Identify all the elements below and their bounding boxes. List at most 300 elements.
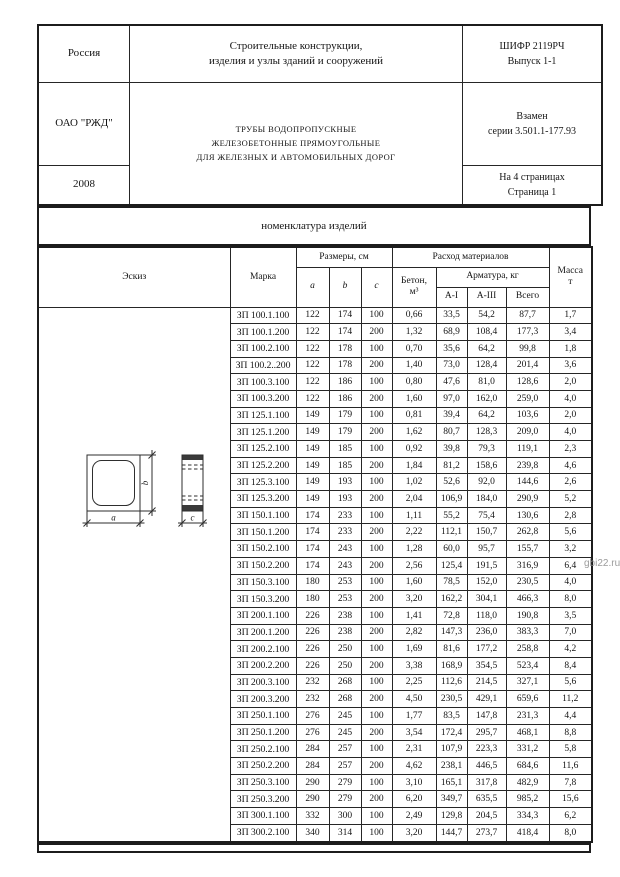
organization-label: ОАО "РЖД" (55, 117, 113, 130)
value-cell: 165,1 (436, 774, 467, 791)
col-header-mass (549, 247, 592, 307)
value-cell: 250 (329, 657, 361, 674)
value-cell: 186 (329, 374, 361, 391)
title-line-2: ЖЕЛЕЗОБЕТОННЫЕ ПРЯМОУГОЛЬНЫЕ (211, 138, 381, 149)
value-cell: 107,9 (436, 741, 467, 758)
value-cell: 100 (361, 474, 392, 491)
dim-label-c: c (190, 512, 195, 522)
value-cell: 174 (329, 307, 361, 324)
value-cell: 201,4 (506, 357, 549, 374)
value-cell: 226 (296, 607, 329, 624)
value-cell: 79,3 (467, 441, 506, 458)
value-cell: 4,50 (392, 691, 436, 708)
value-cell: 122 (296, 340, 329, 357)
value-cell: 200 (361, 524, 392, 541)
mark-cell: ЗП 200.1.200 (230, 624, 296, 641)
value-cell: 100 (361, 574, 392, 591)
mark-cell: ЗП 100.1.100 (230, 307, 296, 324)
front-view-opening (93, 460, 135, 505)
value-cell: 2,82 (392, 624, 436, 641)
side-view-bottom-dashed-lines (182, 496, 203, 500)
value-cell: 1,60 (392, 574, 436, 591)
value-cell: 3,54 (392, 724, 436, 741)
value-cell: 130,6 (506, 507, 549, 524)
value-cell: 468,1 (506, 724, 549, 741)
mark-cell: ЗП 150.1.200 (230, 524, 296, 541)
value-cell: 186 (329, 390, 361, 407)
value-cell: 0,80 (392, 374, 436, 391)
value-cell: 100 (361, 507, 392, 524)
value-cell: 334,3 (506, 808, 549, 825)
value-cell: 1,77 (392, 708, 436, 725)
value-cell: 635,5 (467, 791, 506, 808)
mark-cell: ЗП 250.1.100 (230, 708, 296, 725)
value-cell: 68,9 (436, 324, 467, 341)
value-cell: 100 (361, 641, 392, 658)
pages-line-2: Страница 1 (507, 186, 557, 198)
value-cell: 226 (296, 641, 329, 658)
subject-cell (130, 25, 463, 82)
value-cell: 191,5 (467, 557, 506, 574)
mark-cell: ЗП 100.3.100 (230, 374, 296, 391)
mark-cell: ЗП 150.1.100 (230, 507, 296, 524)
value-cell: 122 (296, 374, 329, 391)
value-cell: 108,4 (467, 324, 506, 341)
cipher-line-2: Выпуск 1-1 (507, 55, 557, 67)
value-cell: 147,8 (467, 708, 506, 725)
mark-cell: ЗП 150.3.100 (230, 574, 296, 591)
value-cell: 87,7 (506, 307, 549, 324)
mark-cell: ЗП 100.1.200 (230, 324, 296, 341)
value-cell: 245 (329, 724, 361, 741)
value-cell: 75,4 (467, 507, 506, 524)
value-cell: 7,0 (549, 624, 592, 641)
side-view-bottom-band (183, 505, 203, 511)
value-cell: 200 (361, 424, 392, 441)
value-cell: 64,2 (467, 340, 506, 357)
value-cell: 200 (361, 591, 392, 608)
value-cell: 418,4 (506, 824, 549, 841)
value-cell: 1,40 (392, 357, 436, 374)
mark-cell: ЗП 200.3.200 (230, 691, 296, 708)
value-cell: 1,11 (392, 507, 436, 524)
value-cell: 125,4 (436, 557, 467, 574)
value-cell: 193 (329, 474, 361, 491)
value-cell: 128,6 (506, 374, 549, 391)
year-label: 2008 (73, 178, 95, 191)
col-group-dimensions: Размеры, см (296, 247, 392, 267)
value-cell: 118,0 (467, 607, 506, 624)
value-cell: 1,7 (549, 307, 592, 324)
pages-line-1: На 4 страницах (499, 171, 565, 183)
title-block-table (37, 24, 603, 206)
mark-cell: ЗП 125.1.100 (230, 407, 296, 424)
value-cell: 327,1 (506, 674, 549, 691)
value-cell: 4,0 (549, 390, 592, 407)
value-cell: 149 (296, 407, 329, 424)
value-cell: 0,70 (392, 340, 436, 357)
value-cell: 354,5 (467, 657, 506, 674)
value-cell: 466,3 (506, 591, 549, 608)
value-cell: 3,38 (392, 657, 436, 674)
value-cell: 2,0 (549, 407, 592, 424)
value-cell: 295,7 (467, 724, 506, 741)
document-title-cell (130, 82, 463, 205)
value-cell: 231,3 (506, 708, 549, 725)
value-cell: 162,0 (467, 390, 506, 407)
value-cell: 60,0 (436, 541, 467, 558)
value-cell: 236,0 (467, 624, 506, 641)
value-cell: 0,92 (392, 441, 436, 458)
value-cell: 3,5 (549, 607, 592, 624)
value-cell: 100 (361, 741, 392, 758)
value-cell: 1,60 (392, 390, 436, 407)
value-cell: 149 (296, 491, 329, 508)
value-cell: 1,69 (392, 641, 436, 658)
value-cell: 200 (361, 324, 392, 341)
cipher-cell (463, 25, 603, 82)
value-cell: 8,4 (549, 657, 592, 674)
value-cell: 209,0 (506, 424, 549, 441)
value-cell: 243 (329, 541, 361, 558)
value-cell: 523,4 (506, 657, 549, 674)
mark-cell: ЗП 125.2.200 (230, 457, 296, 474)
value-cell: 279 (329, 774, 361, 791)
section-title-label: номенклатура изделий (261, 220, 367, 232)
value-cell: 81,6 (436, 641, 467, 658)
value-cell: 233 (329, 507, 361, 524)
value-cell: 429,1 (467, 691, 506, 708)
value-cell: 100 (361, 824, 392, 841)
value-cell: 2,49 (392, 808, 436, 825)
value-cell: 180 (296, 574, 329, 591)
value-cell: 100 (361, 307, 392, 324)
value-cell: 259,0 (506, 390, 549, 407)
mark-cell: ЗП 100.2.100 (230, 340, 296, 357)
mark-cell: ЗП 200.1.100 (230, 607, 296, 624)
value-cell: 276 (296, 708, 329, 725)
value-cell: 1,8 (549, 340, 592, 357)
value-cell: 257 (329, 758, 361, 775)
value-cell: 54,2 (467, 307, 506, 324)
value-cell: 0,66 (392, 307, 436, 324)
mark-cell: ЗП 125.3.200 (230, 491, 296, 508)
value-cell: 383,3 (506, 624, 549, 641)
country-label: Россия (67, 47, 101, 60)
side-view-outline (182, 455, 203, 511)
value-cell: 5,6 (549, 524, 592, 541)
value-cell: 238,1 (436, 758, 467, 775)
value-cell: 214,5 (467, 674, 506, 691)
value-cell: 100 (361, 708, 392, 725)
mark-cell: ЗП 250.2.100 (230, 741, 296, 758)
footer-strip (37, 843, 591, 853)
year-cell (38, 165, 130, 205)
mark-cell: ЗП 200.2.100 (230, 641, 296, 658)
value-cell: 238 (329, 607, 361, 624)
side-view-top-dashed-lines (182, 465, 203, 469)
value-cell: 81,2 (436, 457, 467, 474)
value-cell: 168,9 (436, 657, 467, 674)
value-cell: 3,6 (549, 357, 592, 374)
value-cell: 304,1 (467, 591, 506, 608)
value-cell: 200 (361, 724, 392, 741)
value-cell: 128,4 (467, 357, 506, 374)
value-cell: 2,56 (392, 557, 436, 574)
value-cell: 122 (296, 390, 329, 407)
value-cell: 178 (329, 340, 361, 357)
value-cell: 112,6 (436, 674, 467, 691)
title-line-3: ДЛЯ ЖЕЛЕЗНЫХ И АВТОМОБИЛЬНЫХ ДОРОГ (196, 152, 396, 163)
product-sketch (82, 448, 217, 533)
table-head (38, 247, 592, 307)
mark-cell: ЗП 200.3.100 (230, 674, 296, 691)
col-group-materials: Расход материалов (392, 247, 549, 267)
value-cell: 122 (296, 324, 329, 341)
value-cell: 47,6 (436, 374, 467, 391)
dim-label-b: b (140, 480, 150, 485)
concrete-line-2: м³ (409, 287, 419, 297)
value-cell: 200 (361, 791, 392, 808)
value-cell: 290 (296, 791, 329, 808)
value-cell: 149 (296, 441, 329, 458)
replaces-line-2: серии 3.501.1-177.93 (487, 125, 577, 137)
value-cell: 284 (296, 758, 329, 775)
value-cell: 276 (296, 724, 329, 741)
value-cell: 1,62 (392, 424, 436, 441)
dim-label-a: a (111, 512, 116, 522)
value-cell: 2,22 (392, 524, 436, 541)
country-cell (38, 25, 130, 82)
mark-cell: ЗП 200.2.200 (230, 657, 296, 674)
main-table-body (38, 307, 592, 842)
value-cell: 300 (329, 808, 361, 825)
value-cell: 2,0 (549, 374, 592, 391)
value-cell: 100 (361, 407, 392, 424)
mass-line-1: Масса (557, 265, 583, 276)
value-cell: 180 (296, 591, 329, 608)
value-cell: 4,0 (549, 574, 592, 591)
value-cell: 162,2 (436, 591, 467, 608)
value-cell: 72,8 (436, 607, 467, 624)
value-cell: 2,25 (392, 674, 436, 691)
value-cell: 158,6 (467, 457, 506, 474)
value-cell: 1,84 (392, 457, 436, 474)
value-cell: 3,20 (392, 591, 436, 608)
replaces-line-1: Взамен (516, 110, 548, 122)
value-cell: 284 (296, 741, 329, 758)
mark-cell: ЗП 125.2.100 (230, 441, 296, 458)
col-header-total: Всего (506, 287, 549, 307)
value-cell: 258,8 (506, 641, 549, 658)
value-cell: 230,5 (436, 691, 467, 708)
value-cell: 80,7 (436, 424, 467, 441)
value-cell: 15,6 (549, 791, 592, 808)
value-cell: 2,31 (392, 741, 436, 758)
value-cell: 8,0 (549, 591, 592, 608)
value-cell: 1,41 (392, 607, 436, 624)
concrete-line-1: Бетон, (401, 275, 427, 286)
value-cell: 659,6 (506, 691, 549, 708)
value-cell: 253 (329, 574, 361, 591)
value-cell: 7,8 (549, 774, 592, 791)
mark-cell: ЗП 300.2.100 (230, 824, 296, 841)
value-cell: 112,1 (436, 524, 467, 541)
value-cell: 200 (361, 557, 392, 574)
value-cell: 273,7 (467, 824, 506, 841)
value-cell: 262,8 (506, 524, 549, 541)
col-header-c: c (361, 267, 392, 307)
value-cell: 150,7 (467, 524, 506, 541)
value-cell: 226 (296, 657, 329, 674)
value-cell: 8,0 (549, 824, 592, 841)
mark-cell: ЗП 150.2.100 (230, 541, 296, 558)
value-cell: 314 (329, 824, 361, 841)
table-row (38, 307, 592, 324)
value-cell: 239,8 (506, 457, 549, 474)
value-cell: 2,04 (392, 491, 436, 508)
value-cell: 331,2 (506, 741, 549, 758)
col-header-ai: А-I (436, 287, 467, 307)
value-cell: 4,2 (549, 641, 592, 658)
value-cell: 6,4 (549, 557, 592, 574)
value-cell: 279 (329, 791, 361, 808)
replaces-cell (463, 82, 603, 165)
mark-cell: ЗП 125.1.200 (230, 424, 296, 441)
value-cell: 200 (361, 390, 392, 407)
value-cell: 174 (296, 507, 329, 524)
col-header-mark: Марка (230, 247, 296, 307)
value-cell: 55,2 (436, 507, 467, 524)
value-cell: 8,8 (549, 724, 592, 741)
value-cell: 100 (361, 674, 392, 691)
value-cell: 179 (329, 407, 361, 424)
main-table-wrap (37, 246, 591, 853)
value-cell: 332 (296, 808, 329, 825)
value-cell: 11,6 (549, 758, 592, 775)
organization-cell (38, 82, 130, 165)
col-header-concrete (392, 267, 436, 307)
value-cell: 144,6 (506, 474, 549, 491)
mark-cell: ЗП 125.3.100 (230, 474, 296, 491)
value-cell: 92,0 (467, 474, 506, 491)
value-cell: 73,0 (436, 357, 467, 374)
value-cell: 232 (296, 674, 329, 691)
value-cell: 2,8 (549, 507, 592, 524)
subject-line-2: изделия и узлы зданий и сооружений (208, 54, 384, 67)
value-cell: 3,2 (549, 541, 592, 558)
value-cell: 4,62 (392, 758, 436, 775)
value-cell: 39,8 (436, 441, 467, 458)
value-cell: 340 (296, 824, 329, 841)
value-cell: 5,8 (549, 741, 592, 758)
value-cell: 99,8 (506, 340, 549, 357)
value-cell: 200 (361, 357, 392, 374)
value-cell: 152,0 (467, 574, 506, 591)
value-cell: 78,5 (436, 574, 467, 591)
value-cell: 349,7 (436, 791, 467, 808)
col-header-b: b (329, 267, 361, 307)
value-cell: 100 (361, 541, 392, 558)
value-cell: 200 (361, 758, 392, 775)
value-cell: 3,20 (392, 824, 436, 841)
value-cell: 147,3 (436, 624, 467, 641)
value-cell: 5,2 (549, 491, 592, 508)
value-cell: 290 (296, 774, 329, 791)
mark-cell: ЗП 150.3.200 (230, 591, 296, 608)
value-cell: 233 (329, 524, 361, 541)
value-cell: 149 (296, 457, 329, 474)
value-cell: 128,3 (467, 424, 506, 441)
value-cell: 268 (329, 691, 361, 708)
col-header-aiii: А-III (467, 287, 506, 307)
value-cell: 0,81 (392, 407, 436, 424)
value-cell: 100 (361, 374, 392, 391)
value-cell: 250 (329, 641, 361, 658)
value-cell: 52,6 (436, 474, 467, 491)
value-cell: 190,8 (506, 607, 549, 624)
value-cell: 100 (361, 441, 392, 458)
value-cell: 11,2 (549, 691, 592, 708)
value-cell: 39,4 (436, 407, 467, 424)
mark-cell: ЗП 100.3.200 (230, 390, 296, 407)
mark-cell: ЗП 150.2.200 (230, 557, 296, 574)
value-cell: 33,5 (436, 307, 467, 324)
value-cell: 253 (329, 591, 361, 608)
value-cell: 226 (296, 624, 329, 641)
value-cell: 245 (329, 708, 361, 725)
value-cell: 2,6 (549, 474, 592, 491)
value-cell: 223,3 (467, 741, 506, 758)
sketch-cell (38, 307, 230, 842)
subject-line-1: Строительные конструкции, (229, 39, 363, 52)
value-cell: 100 (361, 774, 392, 791)
value-cell: 1,02 (392, 474, 436, 491)
value-cell: 1,28 (392, 541, 436, 558)
value-cell: 64,2 (467, 407, 506, 424)
value-cell: 4,0 (549, 424, 592, 441)
value-cell: 5,6 (549, 674, 592, 691)
watermark: gbi22.ru (584, 558, 620, 569)
value-cell: 290,9 (506, 491, 549, 508)
value-cell: 100 (361, 340, 392, 357)
value-cell: 185 (329, 441, 361, 458)
value-cell: 119,1 (506, 441, 549, 458)
value-cell: 178 (329, 357, 361, 374)
pages-cell (463, 165, 603, 205)
value-cell: 1,32 (392, 324, 436, 341)
value-cell: 174 (296, 524, 329, 541)
value-cell: 35,6 (436, 340, 467, 357)
value-cell: 3,10 (392, 774, 436, 791)
value-cell: 106,9 (436, 491, 467, 508)
value-cell: 204,5 (467, 808, 506, 825)
value-cell: 985,2 (506, 791, 549, 808)
value-cell: 243 (329, 557, 361, 574)
value-cell: 268 (329, 674, 361, 691)
value-cell: 446,5 (467, 758, 506, 775)
value-cell: 6,2 (549, 808, 592, 825)
value-cell: 185 (329, 457, 361, 474)
value-cell: 149 (296, 424, 329, 441)
value-cell: 200 (361, 457, 392, 474)
value-cell: 230,5 (506, 574, 549, 591)
value-cell: 232 (296, 691, 329, 708)
mark-cell: ЗП 100.2..200 (230, 357, 296, 374)
value-cell: 238 (329, 624, 361, 641)
value-cell: 95,7 (467, 541, 506, 558)
col-group-rebar: Арматура, кг (436, 267, 549, 287)
